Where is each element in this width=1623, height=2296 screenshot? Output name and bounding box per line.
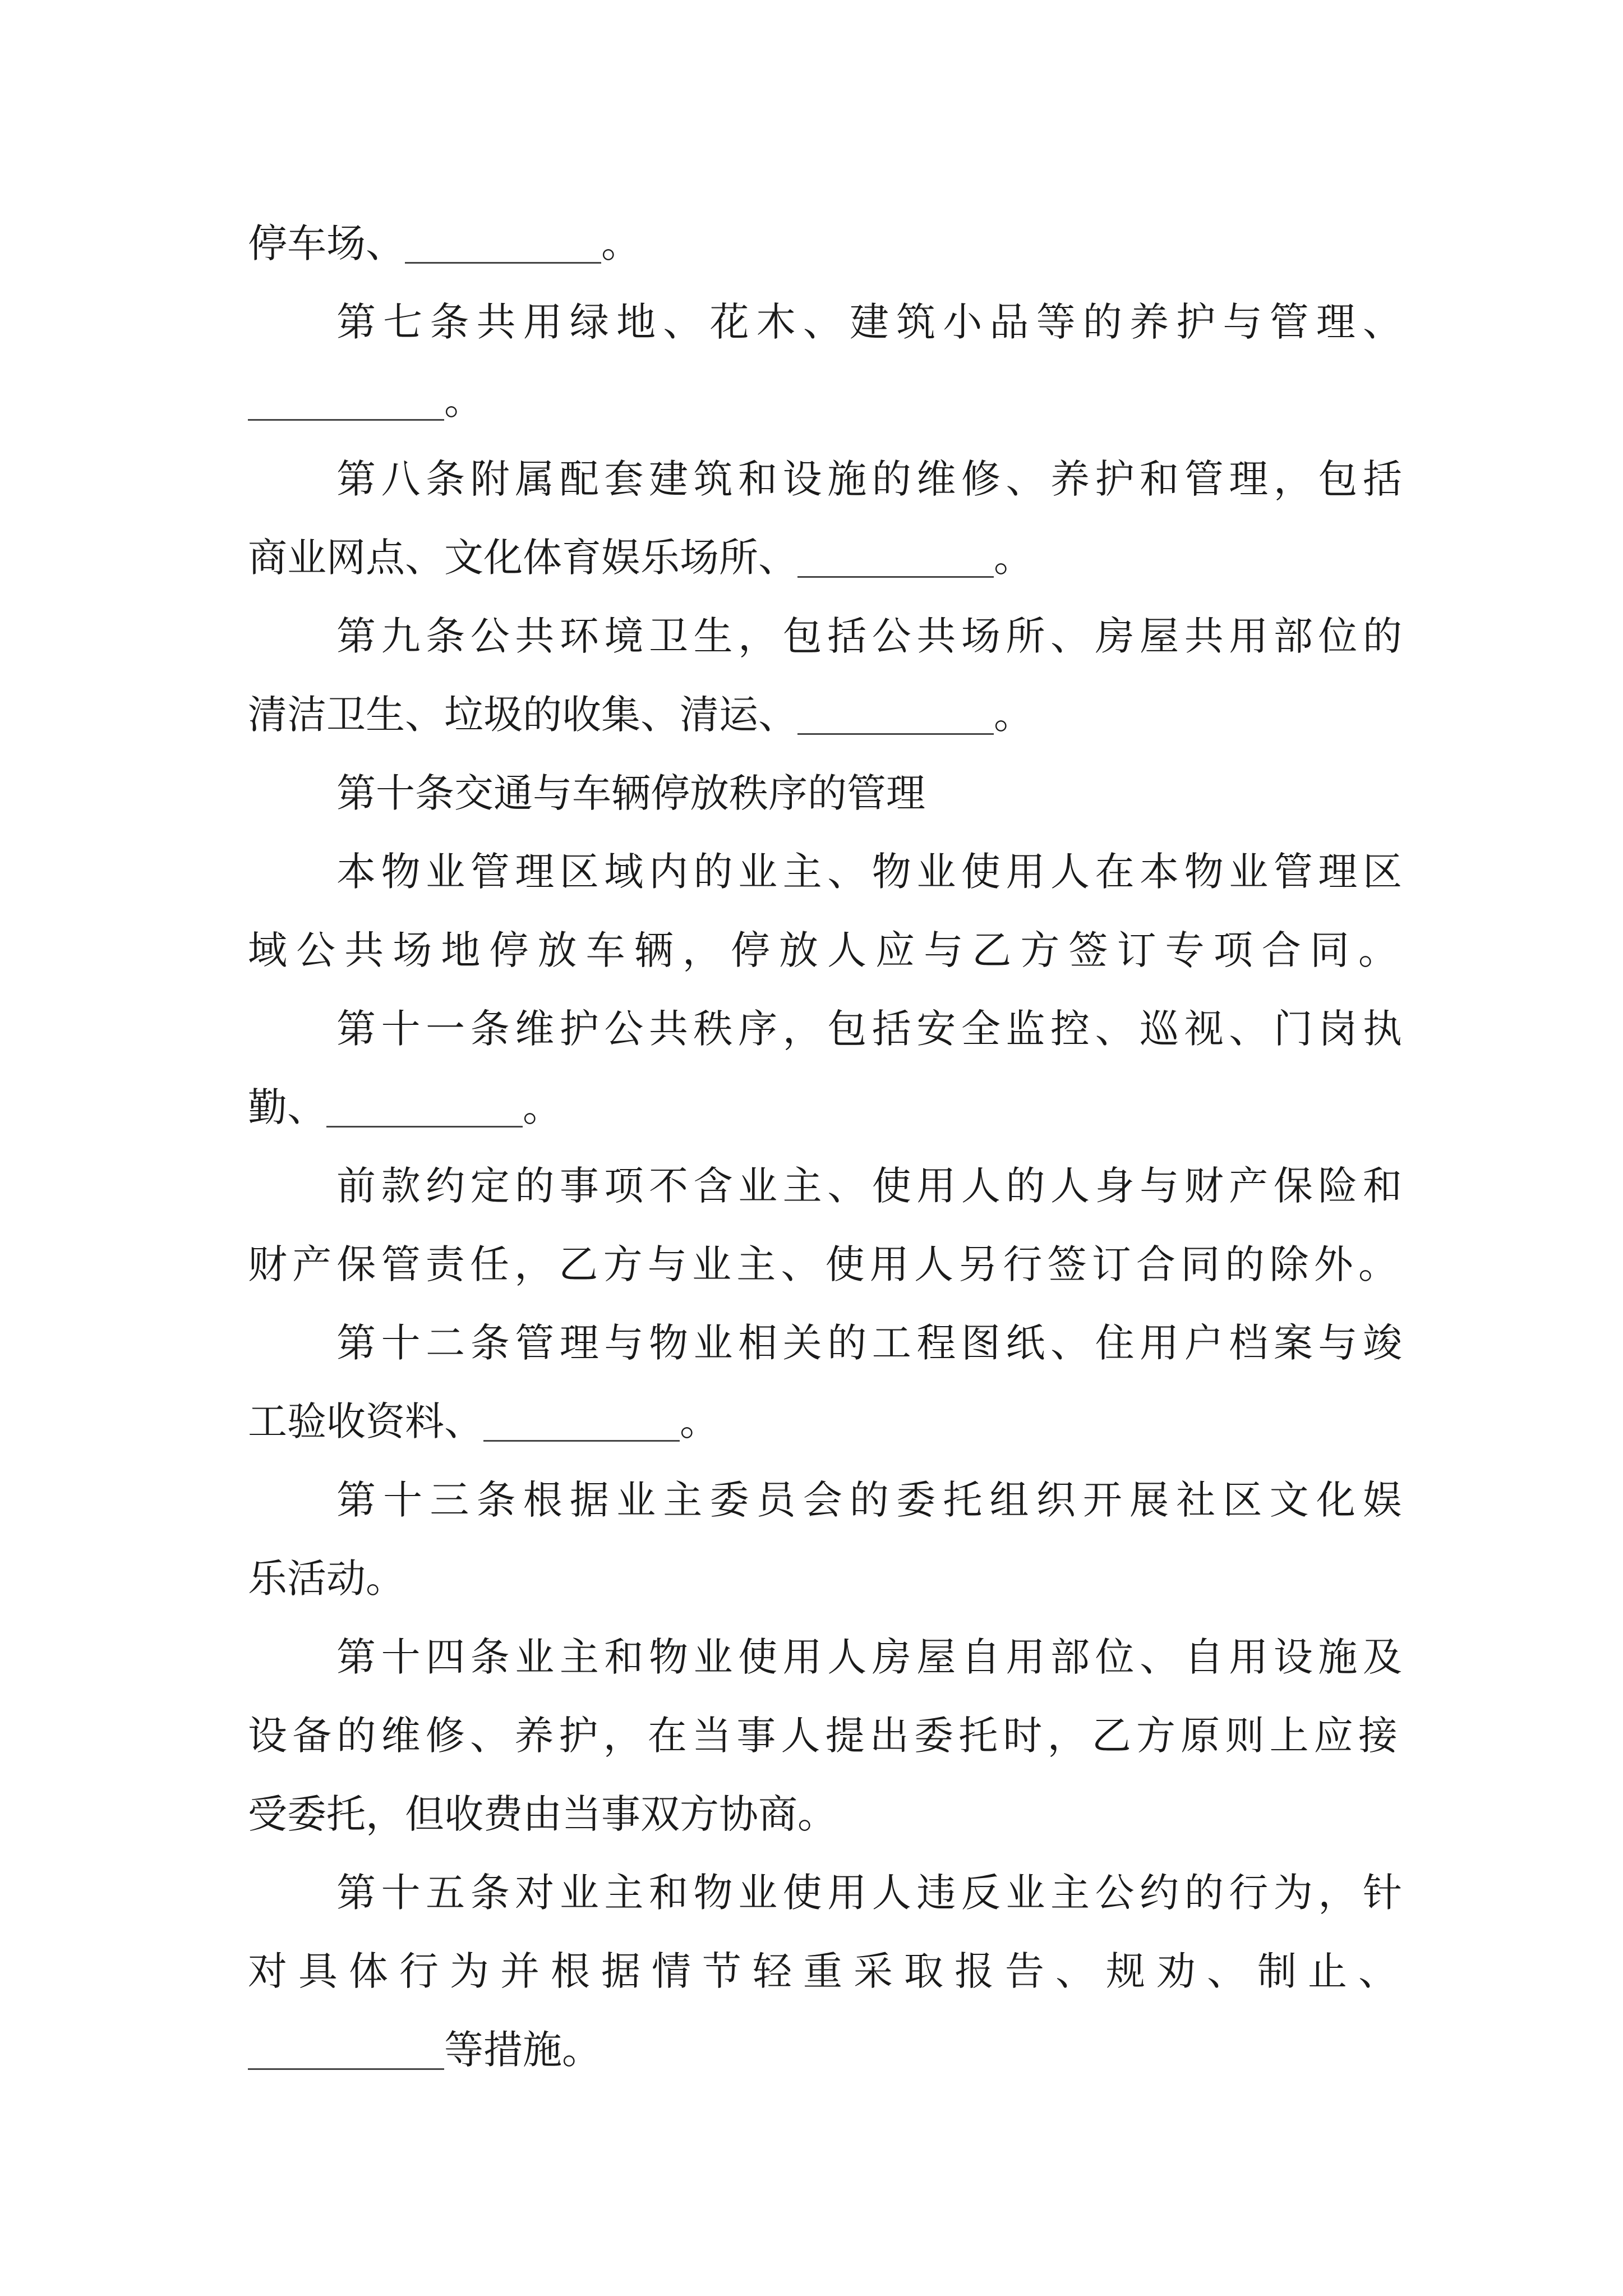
blank-underline — [797, 576, 994, 578]
text-line: 第十三条根据业主委员会的委托组织开展社区文化娱 — [336, 1477, 1402, 1523]
text-line — [248, 1062, 1398, 1152]
blank-underline — [797, 733, 994, 735]
blank-underline — [248, 418, 444, 421]
text-line: 前款约定的事项不含业主、使用人的人身与财产保险和 — [336, 1163, 1402, 1209]
text-line — [248, 2005, 1398, 2095]
text-line: 乐活动。 — [248, 1556, 405, 1602]
text-segment: 商业网点、文化体育娱乐场所、 — [248, 535, 797, 581]
text-line: 对具体行为并根据情节轻重采取报告、规劝、制止、 — [248, 1948, 1398, 1994]
text-line: 第八条附属配套建筑和设施的维修、养护和管理，包括 — [336, 456, 1402, 502]
text-line: 第十二条管理与物业相关的工程图纸、住用户档案与竣 — [336, 1320, 1402, 1366]
text-segment: 清洁卫生、垃圾的收集、清运、 — [248, 692, 797, 738]
text-line — [248, 1377, 1398, 1466]
blank-underline — [483, 1439, 680, 1442]
text-line: 财产保管责任，乙方与业主、使用人另行签订合同的除外。 — [248, 1241, 1398, 1287]
text-line: 第十一条维护公共秩序，包括安全监控、巡视、门岗执 — [336, 1006, 1402, 1052]
text-segment: 工验收资料、 — [248, 1398, 483, 1444]
text-segment: 。 — [444, 378, 483, 424]
text-line — [248, 199, 1398, 288]
text-segment: 。 — [994, 535, 1033, 581]
text-line — [248, 513, 1398, 602]
text-line — [248, 356, 1398, 445]
text-segment: 。 — [680, 1398, 719, 1444]
text-segment: 勤、 — [248, 1084, 326, 1130]
text-line: 第九条公共环境卫生，包括公共场所、房屋共用部位的 — [336, 613, 1402, 659]
text-segment: 等措施。 — [444, 2027, 601, 2073]
text-line — [248, 670, 1398, 760]
text-line: 本物业管理区域内的业主、物业使用人在本物业管理区 — [336, 849, 1402, 895]
text-line: 第七条共用绿地、花木、建筑小品等的养护与管理、 — [336, 299, 1402, 345]
text-segment: 。 — [601, 220, 640, 266]
text-line: 域公共场地停放车辆，停放人应与乙方签订专项合同。 — [248, 927, 1398, 973]
text-line: 受委托，但收费由当事双方协商。 — [248, 1791, 837, 1837]
text-line: 第十四条业主和物业使用人房屋自用部位、自用设施及 — [336, 1634, 1402, 1680]
text-line: 第十五条对业主和物业使用人违反业主公约的行为，针 — [336, 1870, 1402, 1916]
text-segment: 停车场、 — [248, 220, 405, 266]
blank-underline — [405, 261, 601, 264]
text-line: 第十条交通与车辆停放秩序的管理 — [336, 770, 925, 816]
blank-underline — [248, 2068, 444, 2070]
text-segment: 。 — [994, 692, 1033, 738]
text-line: 设备的维修、养护，在当事人提出委托时，乙方原则上应接 — [248, 1713, 1398, 1759]
text-segment: 。 — [523, 1084, 562, 1130]
blank-underline — [326, 1125, 523, 1128]
